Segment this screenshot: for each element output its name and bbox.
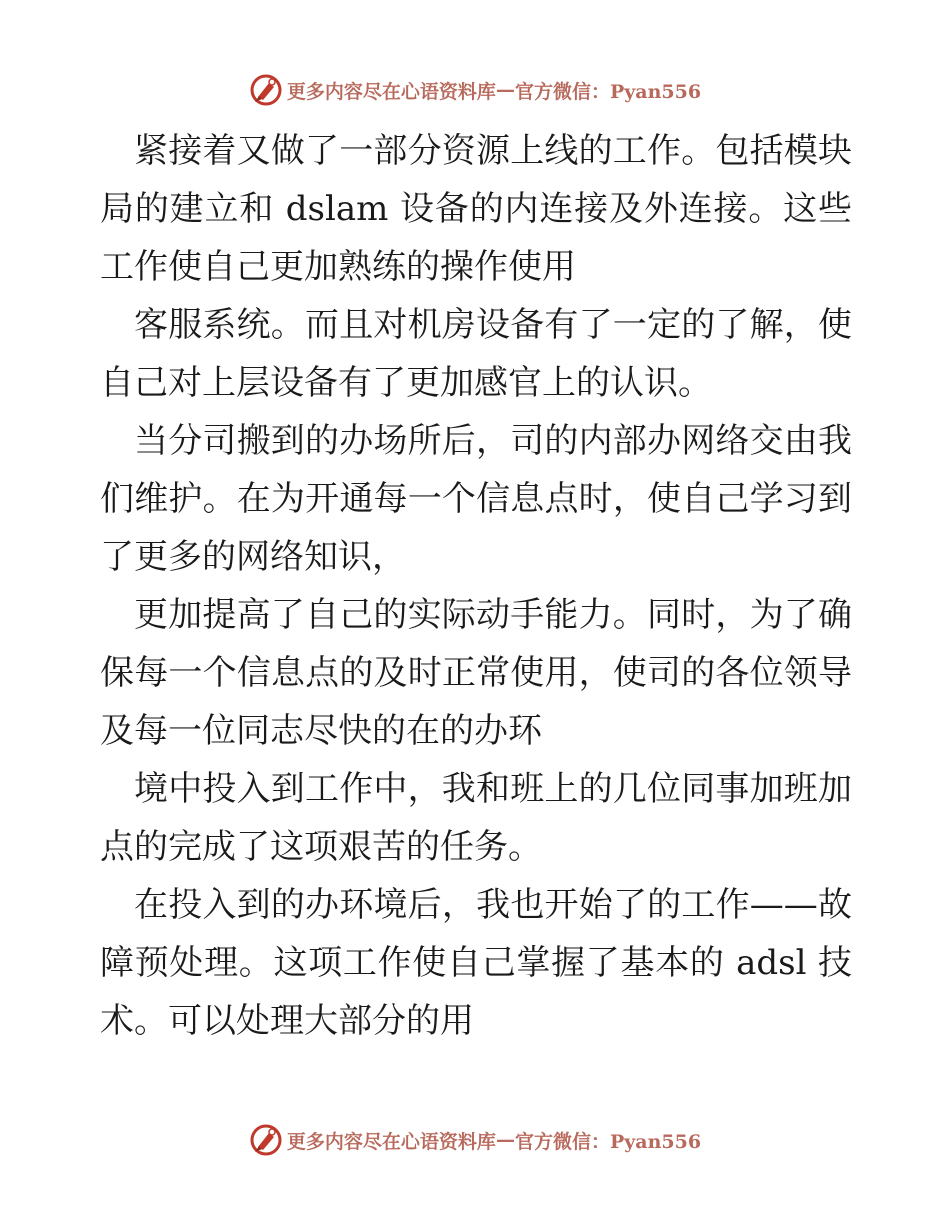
paragraph-2: 客服系统。而且对机房设备有了一定的了解，使自己对上层设备有了更加感官上的认识。 [100, 305, 852, 403]
paragraph-6: 在投入到的办环境后，我也开始了的工作——故障预处理。这项工作使自己掌握了基本的 adsl 技术。可以处理大部分的用 [100, 885, 852, 1041]
header-site-text: 更多内容尽在心语资料库 [286, 80, 496, 103]
footer-site-text: 更多内容尽在心语资料库 [286, 1130, 496, 1153]
ink-pen-logo-icon [249, 73, 283, 107]
header-banner [0, 70, 950, 110]
footer-wechat-text: 官方微信：Pyan556 [514, 1130, 702, 1153]
paragraph-3: 当分司搬到的办场所后，司的内部办网络交由我们维护。在为开通每一个信息点时，使自己学习到了更多的网络知识， [100, 421, 852, 577]
ink-pen-logo-icon [249, 1123, 283, 1157]
header-wechat-text: 官方微信：Pyan556 [514, 80, 702, 103]
footer-banner [0, 1120, 950, 1160]
paragraph-5: 境中投入到工作中，我和班上的几位同事加班加点的完成了这项艰苦的任务。 [100, 769, 852, 867]
paragraph-4: 更加提高了自己的实际动手能力。同时，为了确保每一个信息点的及时正常使用，使司的各位领导及每一位同志尽快的在的办环 [100, 595, 852, 751]
footer-dash: — [495, 1129, 515, 1151]
paragraph-1: 紧接着又做了一部分资源上线的工作。包括模块局的建立和 dslam 设备的内连接及外连接。这些工作使自己更加熟练的操作使用 [100, 131, 852, 287]
document-body [100, 122, 852, 1050]
header-dash: — [495, 79, 515, 101]
